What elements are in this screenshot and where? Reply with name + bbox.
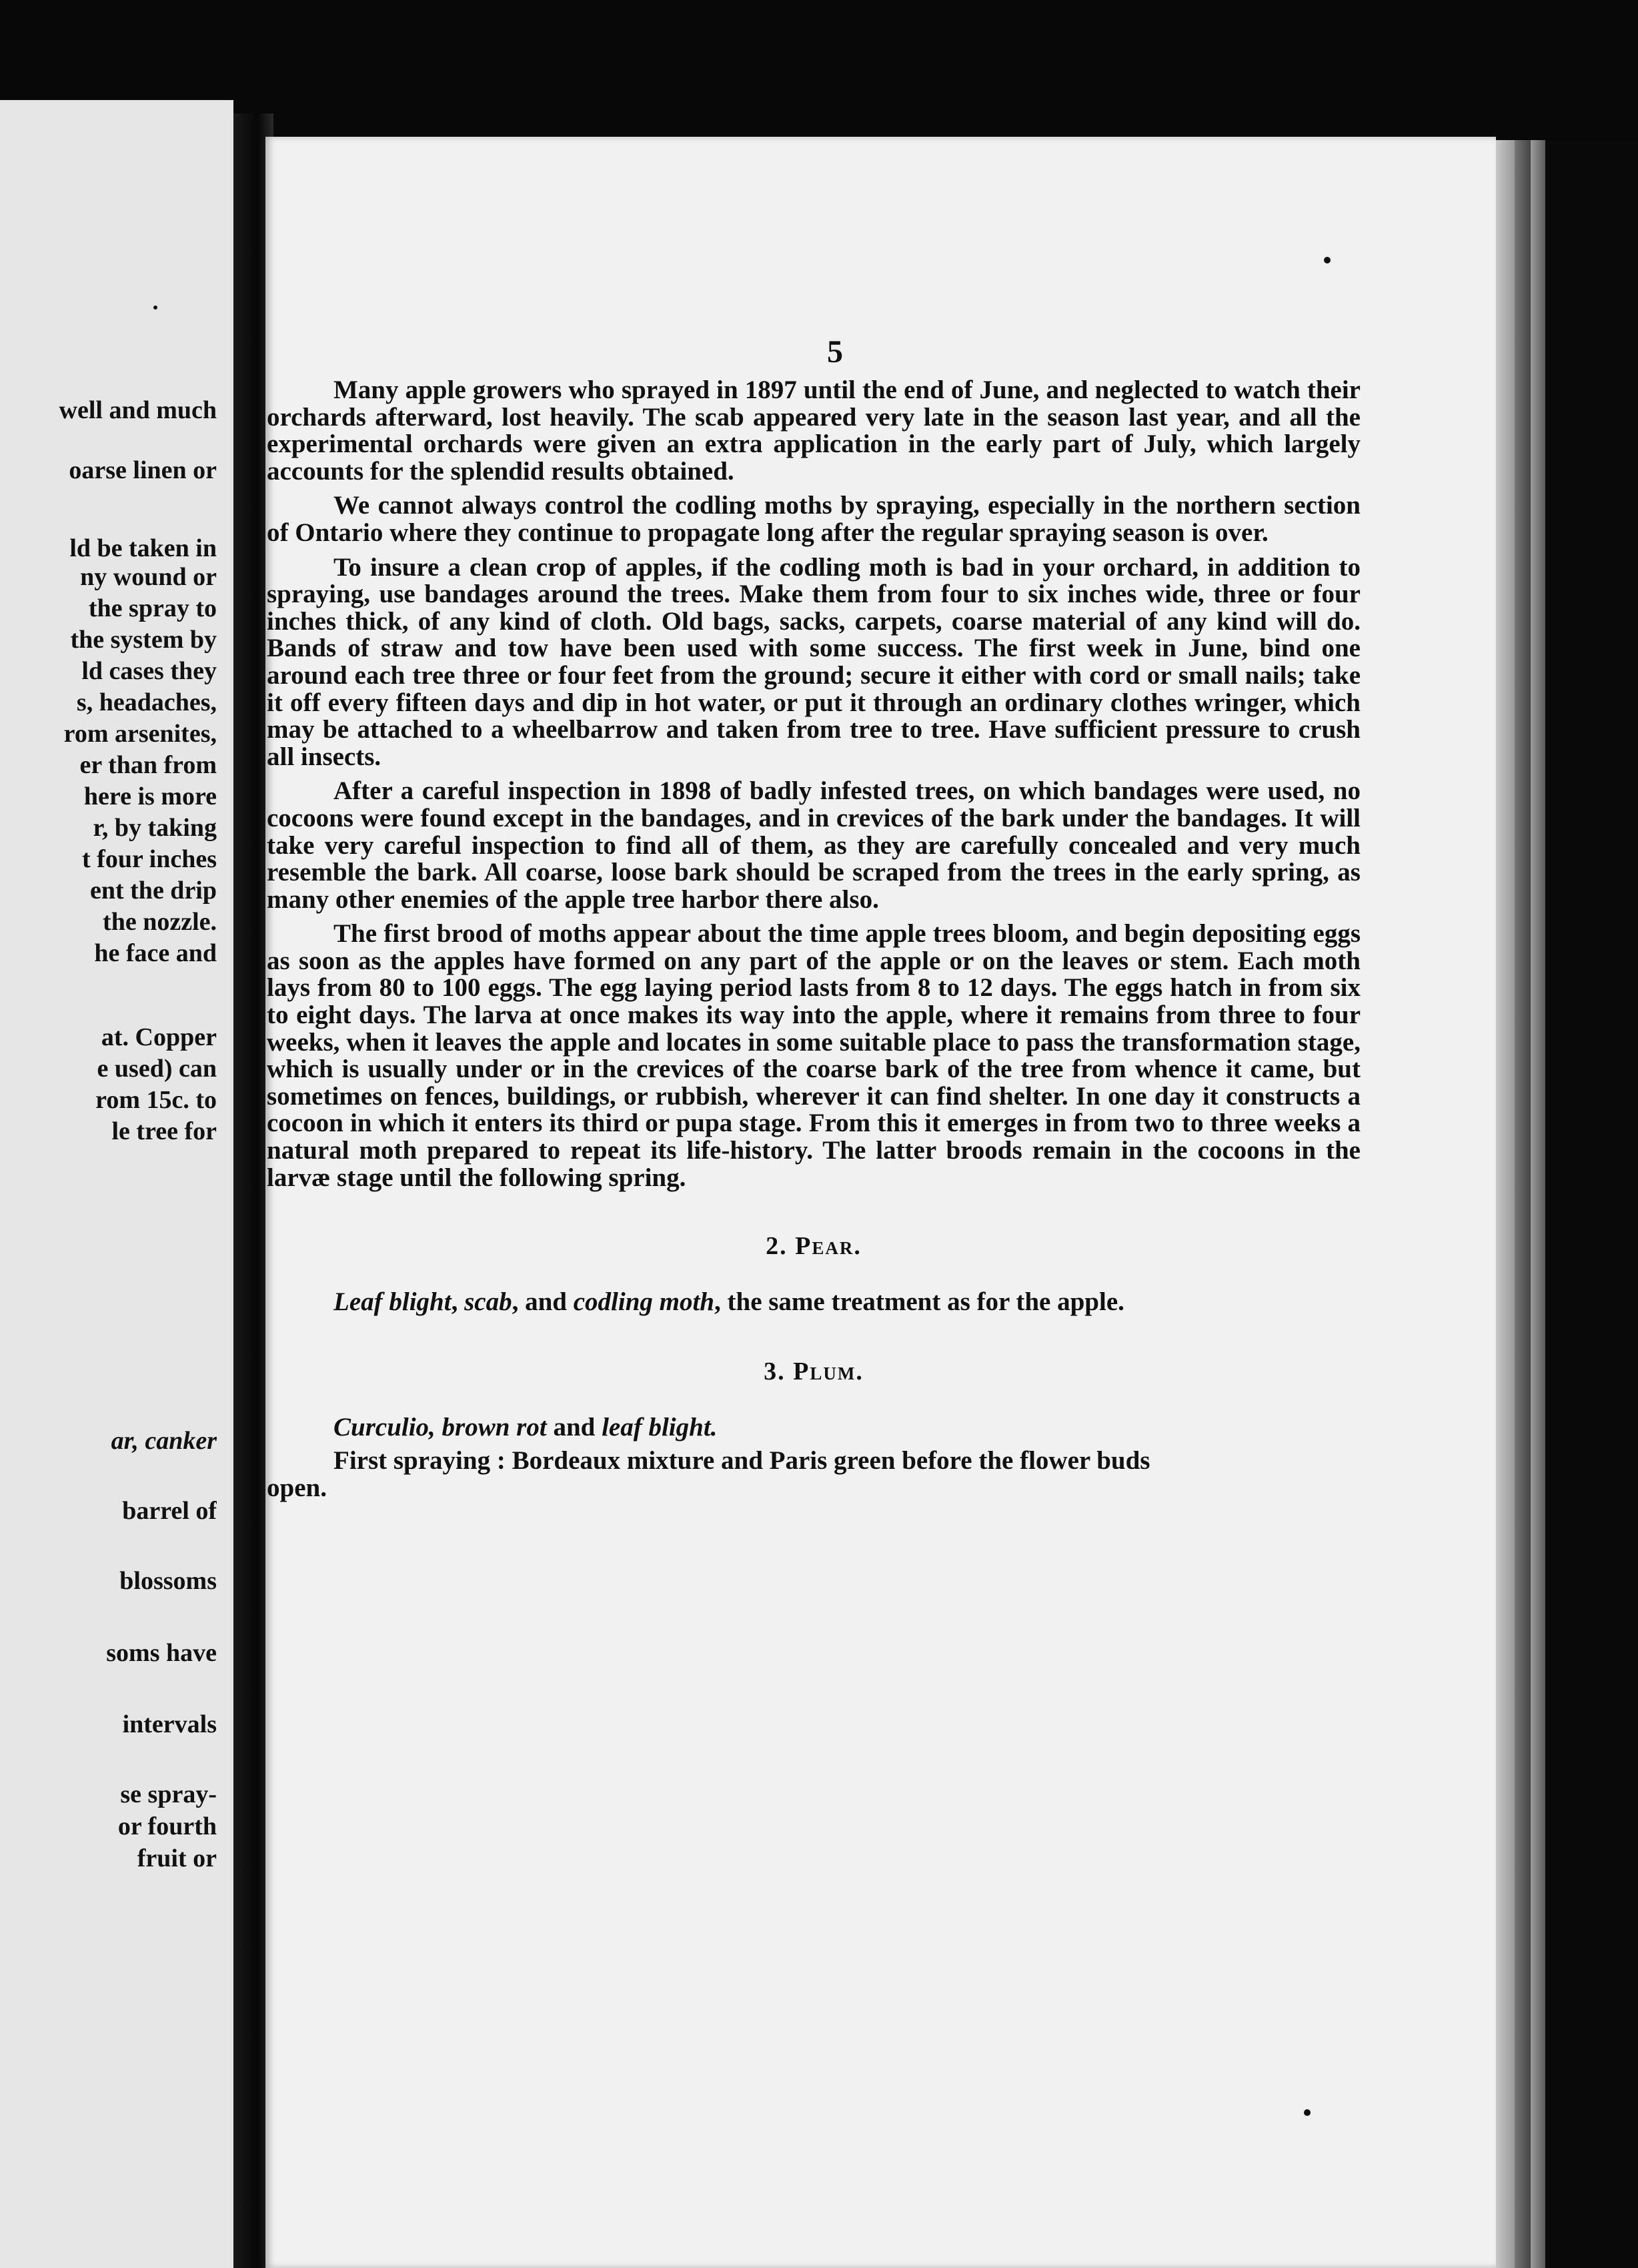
left-text-fragment: barrel of bbox=[122, 1498, 217, 1524]
page-number: 5 bbox=[827, 334, 843, 370]
page-body bbox=[267, 377, 1361, 1503]
plum-first-spraying: First spraying : Bordeaux mixture and Paris green before the flower buds bbox=[333, 1446, 1150, 1476]
left-text-fragment: ent the drip bbox=[90, 877, 217, 904]
plum-pests-line bbox=[267, 1413, 1361, 1442]
section-heading-plum: 3. Plum. bbox=[764, 1357, 864, 1386]
paragraph: After a careful inspection in 1898 of badly infested trees, on which bandages were used, no cocoons were found except in the bandages, and in crevices of the bark under the bandages. It will take very careful inspection to find all of them, as they are carefully concealed and very much resemble the bark. All coarse, loose bark should be scraped from the trees in the early spring, as many other enemies of the apple tree harbor there also. bbox=[267, 776, 1361, 914]
left-text-fragment: intervals bbox=[122, 1711, 217, 1738]
paragraph: To insure a clean crop of apples, if the codling moth is bad in your orchard, in addition to spraying, use bandages around the trees. Make them from four to six inches wide, three or four inches thick, of any kind of cloth. Old bags, sacks, carpets, coarse material of any kind will do. Bands of straw and tow have been used with some success. The first week in June, bind one around each tree three or four feet from the ground; secure it either with cord or small nails; take it off every fifteen days and dip in hot water, or put it through an ordinary clothes wringer, which may be attached to a wheelbarrow and taken from tree to tree. Have sufficient pressure to crush all insects. bbox=[267, 552, 1361, 771]
left-text-fragment: the system by bbox=[70, 626, 217, 653]
pear-pest: Leaf blight bbox=[333, 1287, 452, 1317]
page-edge bbox=[1515, 140, 1531, 2268]
left-text-fragment: le tree for bbox=[111, 1118, 217, 1145]
pear-pest: codling moth bbox=[573, 1287, 715, 1317]
left-text-fragment: the nozzle. bbox=[103, 909, 217, 935]
paragraph: Many apple growers who sprayed in 1897 until the end of June, and neglected to watch their orchards afterward, lost heavily. The scab appeared very late in the season last year, and all the experimental orchards were given an extra application in the early part of July, which largely accounts for the splendid results obtained. bbox=[267, 376, 1361, 486]
plum-first-spraying-end: open. bbox=[267, 1474, 327, 1503]
plum-pest: Curculio, brown rot bbox=[333, 1413, 547, 1442]
left-text-fragment: here is more bbox=[83, 783, 217, 810]
left-text-fragment: ld be taken in bbox=[69, 535, 217, 562]
left-text-fragment: ld cases they bbox=[81, 658, 217, 684]
section-heading-pear: 2. Pear. bbox=[766, 1232, 862, 1261]
left-text-fragment: well and much bbox=[59, 397, 217, 424]
left-text-fragment: er than from bbox=[79, 752, 217, 778]
left-text-fragment: r, by taking bbox=[93, 814, 217, 841]
speck bbox=[153, 306, 157, 310]
left-text-fragment: soms have bbox=[106, 1640, 217, 1666]
speck bbox=[1304, 2109, 1311, 2116]
page-edge bbox=[1496, 140, 1515, 2268]
left-page bbox=[0, 100, 233, 2268]
left-text-fragment: blossoms bbox=[119, 1568, 217, 1594]
left-text-fragment: he face and bbox=[94, 940, 217, 967]
plum-separator: and bbox=[546, 1413, 602, 1442]
left-text-fragment: rom 15c. to bbox=[95, 1087, 217, 1113]
paragraph: The first brood of moths appear about the time apple trees bloom, and begin depositing eggs as soon as the apples have formed on any part of the apple or on the leaves or stem. Each moth lays from 80 to 100 eggs. The egg laying period lasts from 8 to 12 days. The eggs hatch in from six to eight days. The larva at once makes its way into the apple, where it remains from three to four weeks, when it leaves the apple and locates in some suitable place to pass the transformation stage, which is usually under or in the crevices of the coarse bark of the tree from whence it came, but sometimes on fences, buildings, or rubbish, wherever it can find shelter. In one day it constructs a cocoon in which it enters its third or pupa stage. From this it emerges in from two to three weeks a natural moth prepared to repeat its life-history. The latter broods remain in the cocoons in the larvæ stage until the following spring. bbox=[267, 919, 1361, 1192]
pear-pest: scab bbox=[464, 1287, 512, 1317]
left-text-fragment: fruit or bbox=[137, 1845, 217, 1872]
speck bbox=[1324, 257, 1331, 263]
left-text-fragment: s, headaches, bbox=[76, 689, 217, 716]
paragraph: We cannot always control the codling moths by spraying, especially in the northern section of Ontario where they continue to propagate long after the regular spraying season is over. bbox=[267, 491, 1361, 547]
left-text-fragment: t four inches bbox=[82, 846, 217, 873]
left-text-fragment: at. Copper bbox=[101, 1024, 217, 1051]
page-edge bbox=[1531, 140, 1545, 2268]
left-text-fragment: se spray- bbox=[120, 1781, 217, 1808]
left-text-fragment: rom arsenites, bbox=[63, 720, 217, 747]
left-text-fragment: the spray to bbox=[88, 595, 217, 622]
scan-background bbox=[1545, 140, 1638, 2268]
left-text-fragment: ny wound or bbox=[80, 564, 217, 590]
left-text-fragment: e used) can bbox=[97, 1055, 217, 1082]
plum-pest: leaf blight. bbox=[602, 1413, 718, 1442]
pear-separator: , and bbox=[512, 1287, 574, 1317]
pear-treatment-text: , the same treatment as for the apple. bbox=[714, 1287, 1124, 1317]
pear-treatment-line bbox=[267, 1287, 1361, 1317]
pear-separator: , bbox=[451, 1287, 465, 1317]
left-text-fragment: ar, canker bbox=[111, 1428, 217, 1454]
left-text-fragment: oarse linen or bbox=[69, 457, 217, 484]
left-text-fragment: or fourth bbox=[117, 1813, 217, 1840]
